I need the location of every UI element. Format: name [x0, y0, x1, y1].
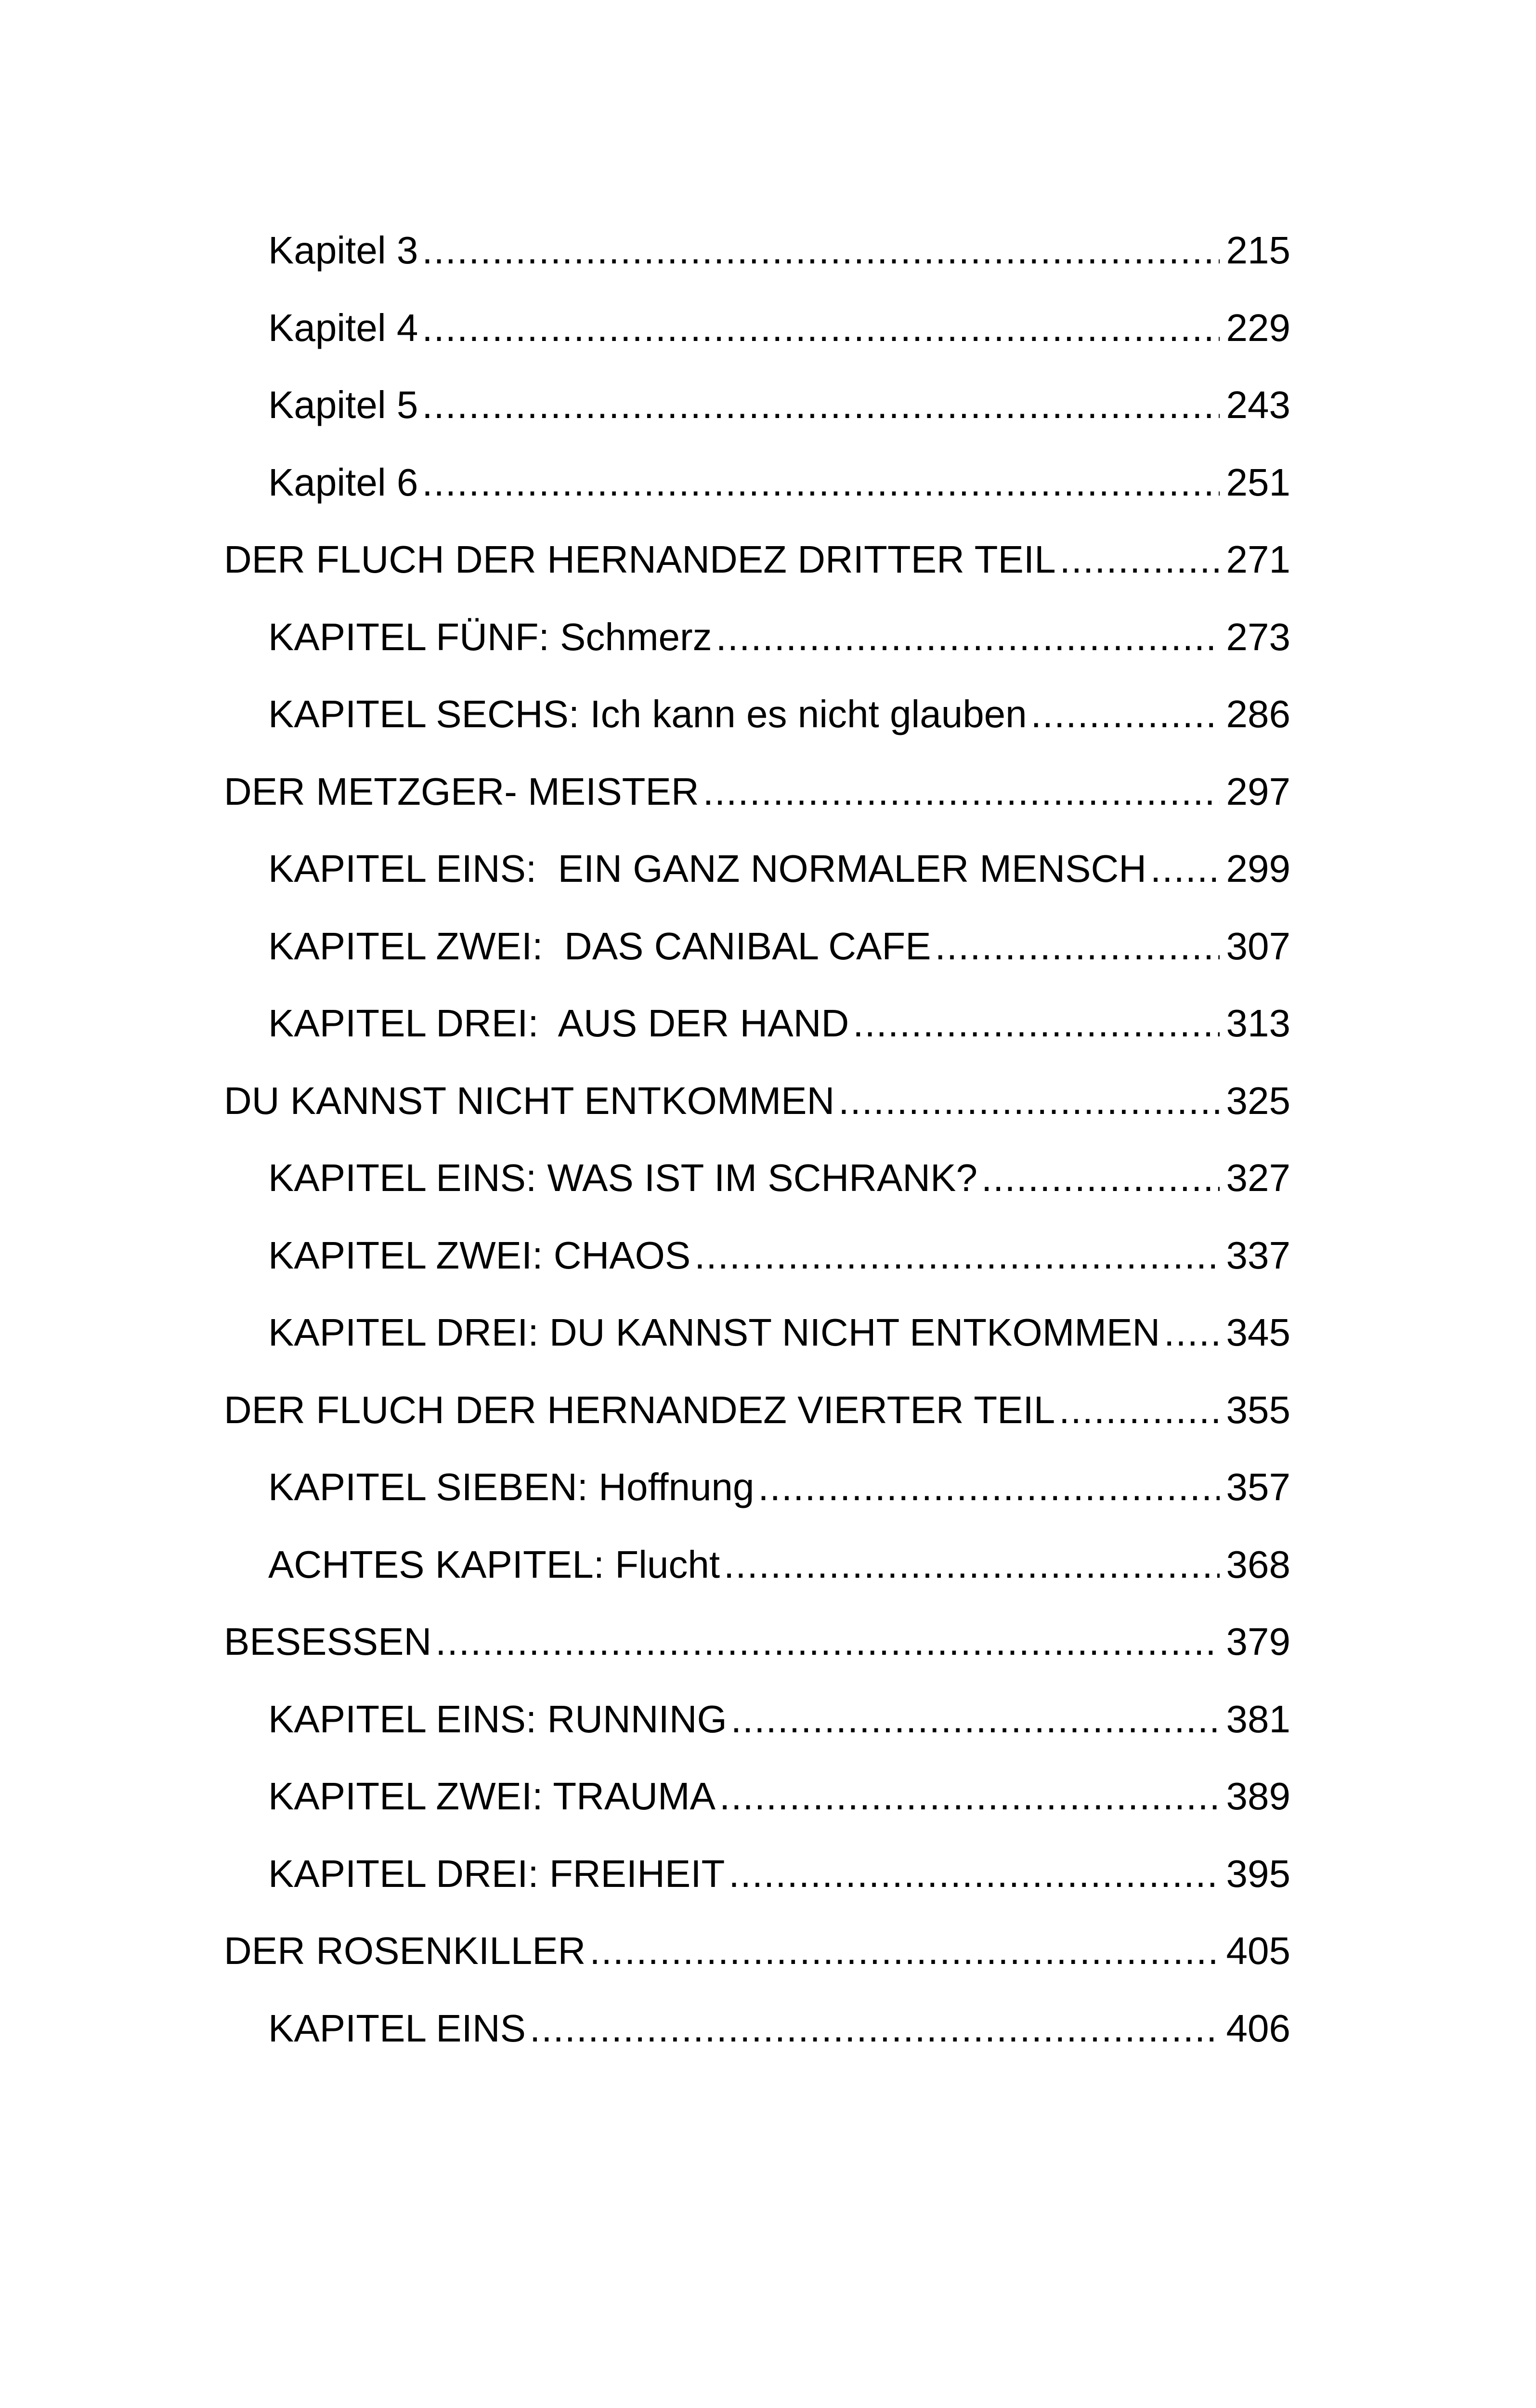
toc-dot-leader	[758, 1449, 1219, 1526]
toc-dot-leader	[981, 1139, 1220, 1217]
toc-dot-leader	[731, 1681, 1220, 1758]
toc-dot-leader	[1164, 1294, 1219, 1372]
toc-dot-leader	[530, 1990, 1220, 2068]
toc-entry-page-number: 395	[1226, 1852, 1290, 1895]
toc-dot-leader	[716, 599, 1220, 676]
toc-entry-title: KAPITEL SECHS: Ich kann es nicht glauben	[268, 693, 1027, 735]
toc-entry-title: KAPITEL EINS: WAS IST IM SCHRANK?	[268, 1156, 977, 1199]
toc-entry-title: Kapitel 6	[268, 460, 418, 504]
toc-chapter-entry	[224, 289, 1290, 367]
toc-dot-leader	[422, 366, 1219, 444]
toc-dot-leader	[694, 1217, 1219, 1295]
toc-entry-page-number: 406	[1226, 2006, 1290, 2050]
toc-entry-page-number: 405	[1226, 1929, 1290, 1972]
toc-entry-page-number: 327	[1226, 1156, 1290, 1199]
toc-entry-page-number: 299	[1226, 847, 1290, 890]
toc-section-entry	[224, 1603, 1290, 1681]
toc-entry-title: KAPITEL DREI: AUS DER HAND	[268, 1002, 849, 1045]
toc-section-entry	[224, 1062, 1290, 1140]
toc-entry-page-number: 368	[1226, 1543, 1290, 1586]
toc-dot-leader	[935, 908, 1220, 985]
toc-entry-page-number: 307	[1226, 924, 1290, 968]
toc-entry-title: KAPITEL FÜNF: Schmerz	[268, 615, 712, 658]
toc-dot-leader	[1060, 521, 1220, 599]
toc-entry-title: KAPITEL EINS: RUNNING	[268, 1697, 727, 1741]
toc-entry-page-number: 286	[1226, 693, 1290, 735]
toc-entry-title: DER FLUCH DER HERNANDEZ DRITTER TEIL	[224, 538, 1056, 581]
toc-entry-title: KAPITEL EINS	[268, 2006, 526, 2050]
toc-dot-leader	[1150, 830, 1219, 908]
toc-entry-page-number: 229	[1226, 306, 1290, 349]
toc-dot-leader	[589, 1912, 1219, 1990]
toc-chapter-entry	[224, 1526, 1290, 1604]
toc-chapter-entry	[224, 830, 1290, 908]
toc-chapter-entry	[224, 599, 1290, 676]
toc-entry-page-number: 389	[1226, 1775, 1290, 1818]
toc-entry-title: KAPITEL DREI: DU KANNST NICHT ENTKOMMEN	[268, 1311, 1160, 1354]
toc-section-entry	[224, 1912, 1290, 1990]
toc-dot-leader	[719, 1758, 1219, 1835]
toc-chapter-entry	[224, 985, 1290, 1062]
toc-entry-title: KAPITEL SIEBEN: Hoffnung	[268, 1466, 755, 1508]
toc-chapter-entry	[224, 1449, 1290, 1526]
toc-entry-title: KAPITEL EINS: EIN GANZ NORMALER MENSCH	[268, 847, 1147, 890]
toc-chapter-entry	[224, 676, 1290, 753]
toc-chapter-entry	[224, 1294, 1290, 1372]
toc-entry-title: KAPITEL ZWEI: DAS CANIBAL CAFE	[268, 924, 931, 968]
toc-entry-page-number: 325	[1226, 1079, 1290, 1122]
toc-dot-leader	[422, 444, 1219, 522]
toc-entry-page-number: 357	[1226, 1466, 1290, 1508]
toc-entry-page-number: 337	[1226, 1233, 1290, 1277]
toc-entry-page-number: 381	[1226, 1697, 1290, 1741]
toc-entry-title: DER FLUCH DER HERNANDEZ VIERTER TEIL	[224, 1388, 1055, 1431]
toc-chapter-entry	[224, 908, 1290, 985]
toc-chapter-entry	[224, 1139, 1290, 1217]
toc-dot-leader	[853, 985, 1219, 1062]
toc-chapter-entry	[224, 1835, 1290, 1913]
toc-dot-leader	[422, 289, 1219, 367]
toc-dot-leader	[422, 212, 1219, 289]
table-of-contents	[224, 212, 1290, 2067]
toc-section-entry	[224, 1372, 1290, 1449]
toc-entry-page-number: 215	[1226, 229, 1290, 272]
toc-section-entry	[224, 753, 1290, 831]
toc-entry-page-number: 297	[1226, 770, 1290, 813]
toc-chapter-entry	[224, 212, 1290, 289]
toc-chapter-entry	[224, 444, 1290, 522]
toc-entry-page-number: 355	[1226, 1388, 1290, 1431]
toc-entry-title: DER ROSENKILLER	[224, 1929, 586, 1972]
toc-section-entry	[224, 521, 1290, 599]
toc-dot-leader	[1031, 676, 1220, 753]
toc-entry-page-number: 345	[1226, 1311, 1290, 1354]
toc-entry-title: KAPITEL ZWEI: CHAOS	[268, 1233, 691, 1277]
toc-entry-page-number: 243	[1226, 383, 1290, 426]
toc-chapter-entry	[224, 1681, 1290, 1758]
toc-entry-title: Kapitel 4	[268, 306, 418, 349]
toc-chapter-entry	[224, 366, 1290, 444]
toc-dot-leader	[435, 1603, 1219, 1681]
toc-dot-leader	[703, 753, 1220, 831]
toc-dot-leader	[838, 1062, 1219, 1140]
toc-entry-page-number: 271	[1226, 538, 1290, 581]
toc-entry-title: DU KANNST NICHT ENTKOMMEN	[224, 1079, 835, 1122]
toc-entry-page-number: 313	[1226, 1002, 1290, 1045]
toc-chapter-entry	[224, 1990, 1290, 2068]
toc-entry-title: KAPITEL DREI: FREIHEIT	[268, 1852, 725, 1895]
toc-entry-title: ACHTES KAPITEL: Flucht	[268, 1543, 720, 1586]
toc-entry-title: KAPITEL ZWEI: TRAUMA	[268, 1775, 716, 1818]
toc-dot-leader	[729, 1835, 1219, 1913]
toc-entry-page-number: 273	[1226, 615, 1290, 658]
toc-dot-leader	[1059, 1372, 1219, 1449]
toc-chapter-entry	[224, 1217, 1290, 1295]
toc-entry-title: DER METZGER- MEISTER	[224, 770, 699, 813]
toc-chapter-entry	[224, 1758, 1290, 1835]
toc-entry-title: BESESSEN	[224, 1620, 432, 1663]
toc-entry-page-number: 379	[1226, 1620, 1290, 1663]
toc-entry-title: Kapitel 5	[268, 383, 418, 426]
toc-dot-leader	[724, 1526, 1219, 1604]
toc-entry-title: Kapitel 3	[268, 229, 418, 272]
toc-entry-page-number: 251	[1226, 460, 1290, 504]
